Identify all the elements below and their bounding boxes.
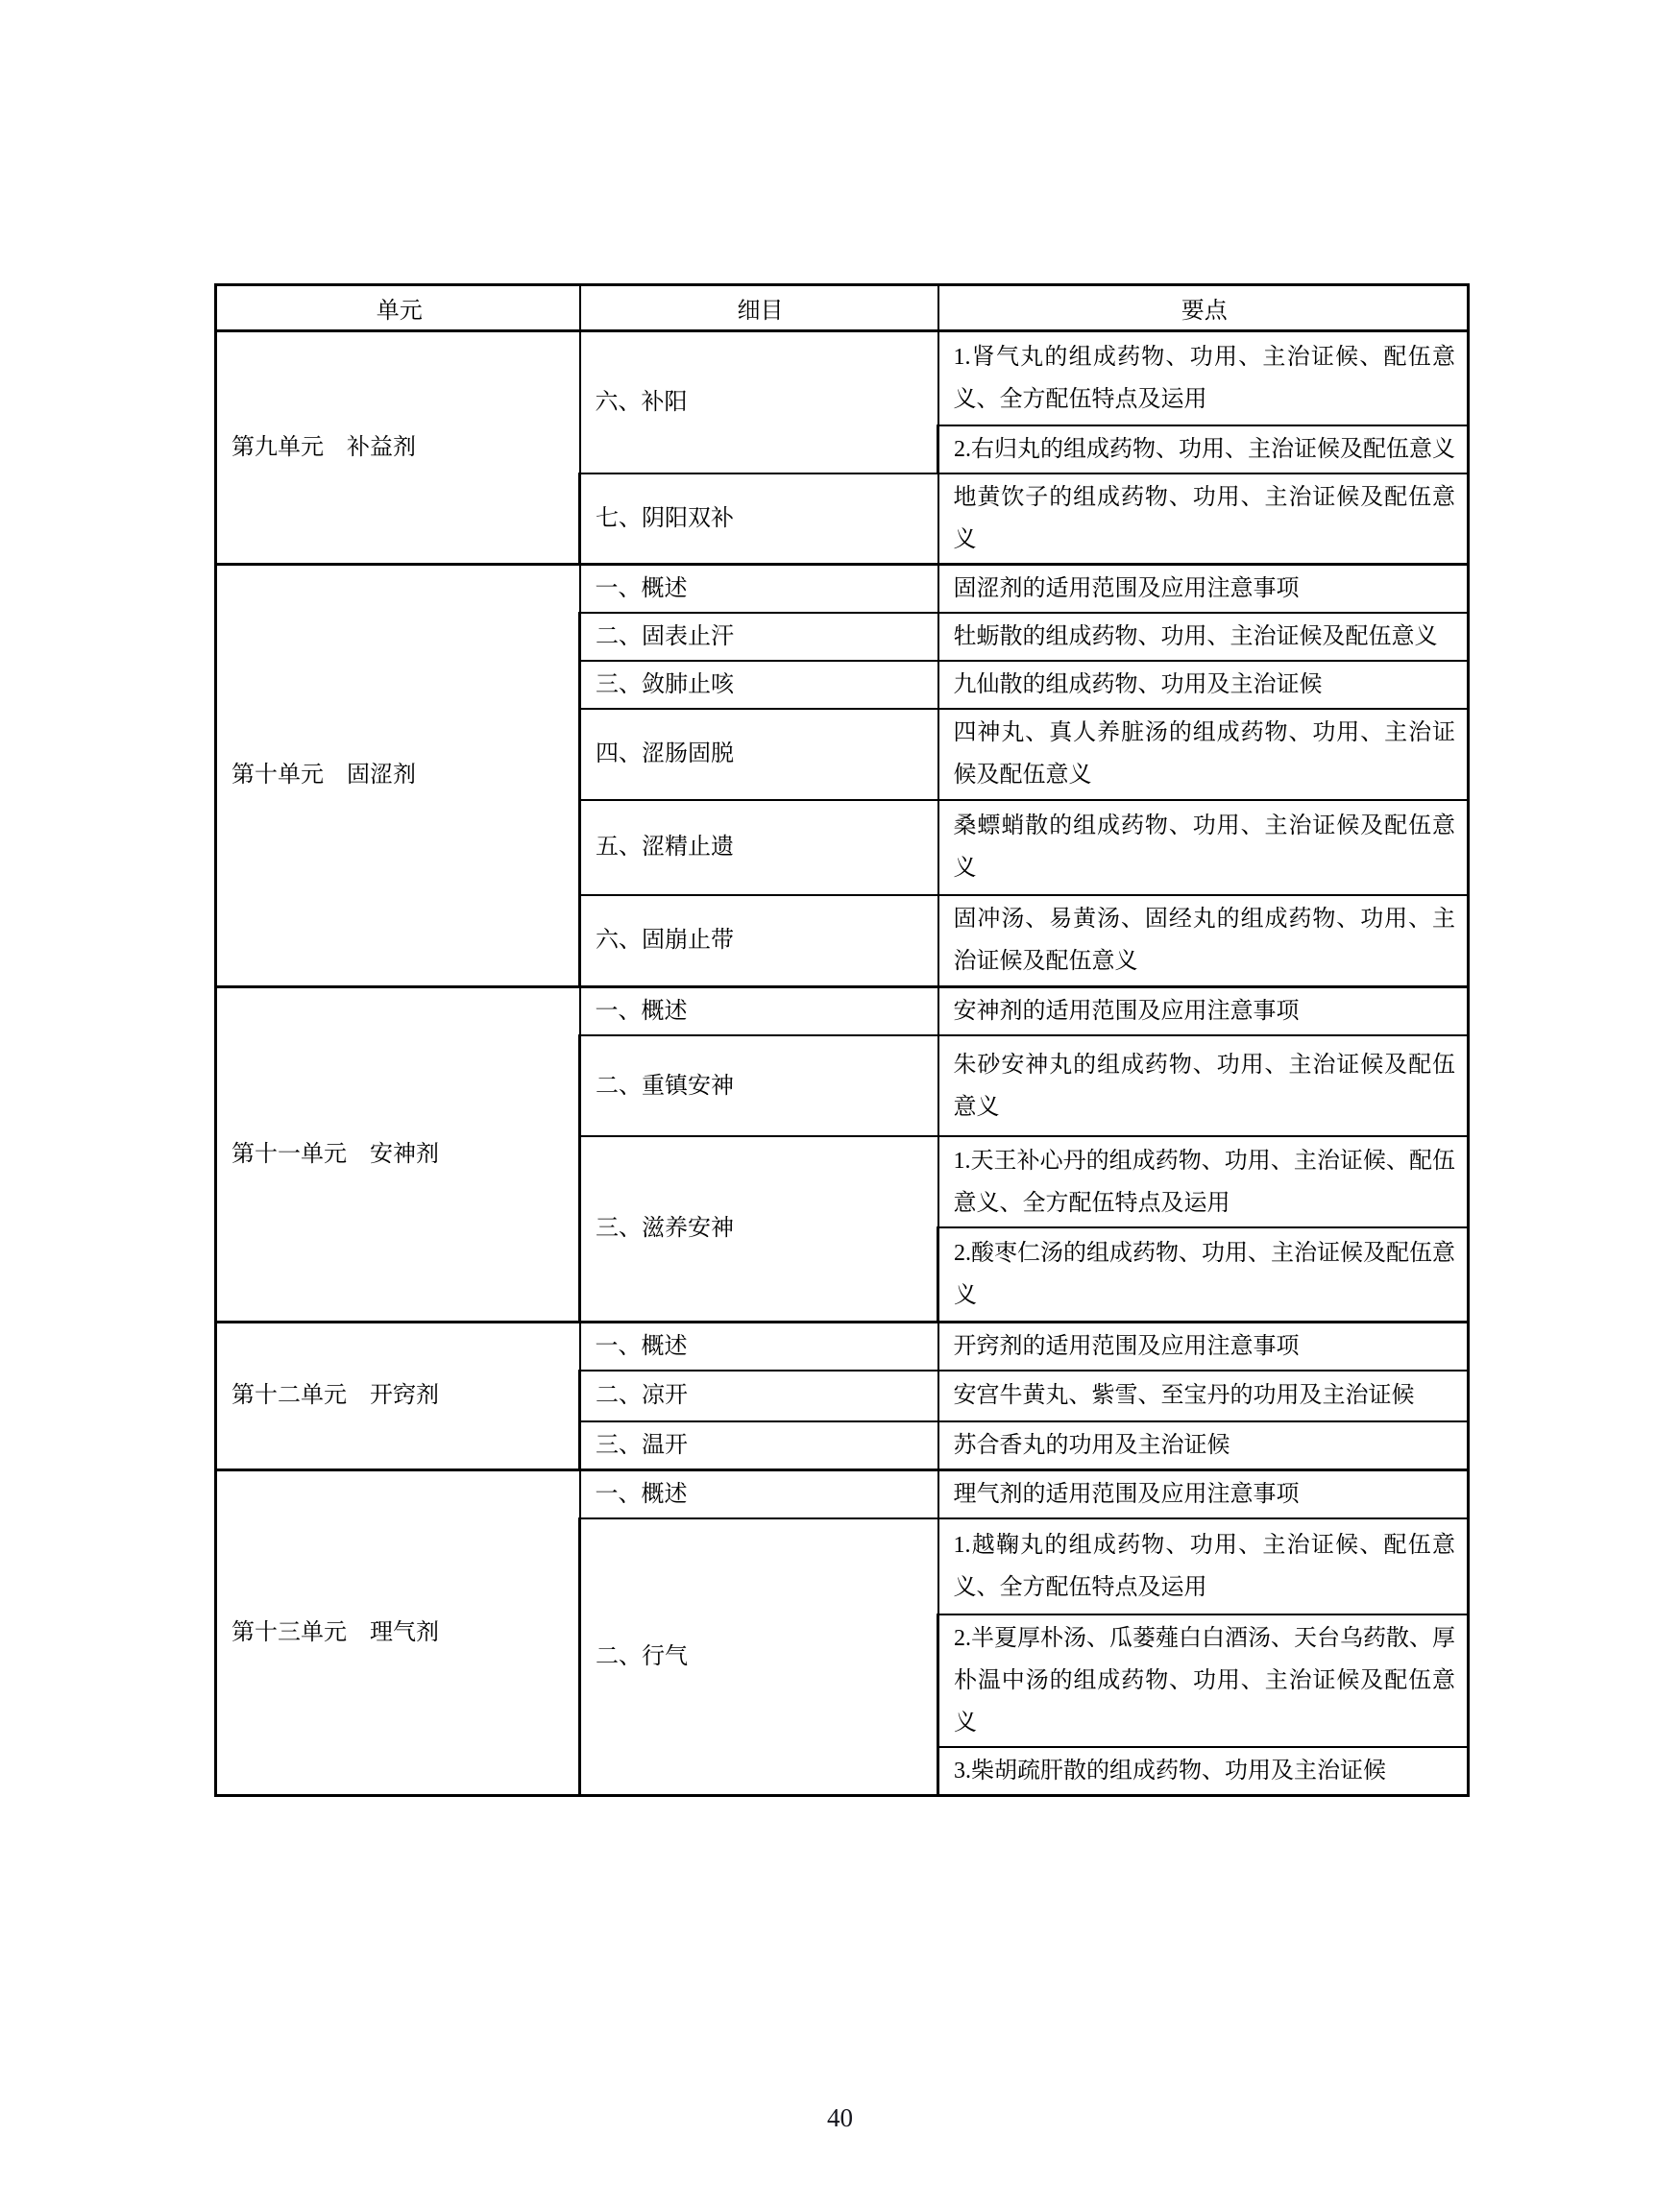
detail-cell: 一、概述	[580, 1322, 938, 1371]
syllabus-table	[214, 283, 1470, 1797]
detail-cell: 一、概述	[580, 564, 938, 613]
point-cell: 桑螵蛸散的组成药物、功用、主治证候及配伍意义	[938, 800, 1469, 895]
detail-cell: 二、凉开	[580, 1371, 938, 1421]
point-cell: 安神剂的适用范围及应用注意事项	[938, 987, 1469, 1036]
point-cell: 九仙散的组成药物、功用及主治证候	[938, 661, 1469, 709]
point-cell: 固冲汤、易黄汤、固经丸的组成药物、功用、主治证候及配伍意义	[938, 895, 1469, 987]
point-cell: 1.越鞠丸的组成药物、功用、主治证候、配伍意义、全方配伍特点及运用	[938, 1518, 1469, 1614]
point-cell: 安宫牛黄丸、紫雪、至宝丹的功用及主治证候	[938, 1371, 1469, 1421]
header-points: 要点	[938, 285, 1469, 331]
detail-cell: 一、概述	[580, 987, 938, 1036]
detail-cell: 七、阴阳双补	[580, 473, 938, 565]
header-unit: 单元	[216, 285, 580, 331]
point-cell: 开窍剂的适用范围及应用注意事项	[938, 1322, 1469, 1371]
point-cell: 1.肾气丸的组成药物、功用、主治证候、配伍意义、全方配伍特点及运用	[938, 331, 1469, 425]
point-cell: 固涩剂的适用范围及应用注意事项	[938, 564, 1469, 613]
detail-cell: 一、概述	[580, 1469, 938, 1518]
unit-cell: 第十一单元 安神剂	[216, 987, 580, 1323]
detail-cell: 三、滋养安神	[580, 1136, 938, 1322]
point-cell: 2.半夏厚朴汤、瓜蒌薤白白酒汤、天台乌药散、厚朴温中汤的组成药物、功用、主治证候及配伍意义	[938, 1614, 1469, 1747]
detail-cell: 三、敛肺止咳	[580, 661, 938, 709]
detail-cell: 六、补阳	[580, 331, 938, 473]
point-cell: 朱砂安神丸的组成药物、功用、主治证候及配伍意义	[938, 1035, 1469, 1136]
detail-cell: 二、行气	[580, 1518, 938, 1796]
point-cell: 3.柴胡疏肝散的组成药物、功用及主治证候	[938, 1747, 1469, 1796]
unit-cell: 第十三单元 理气剂	[216, 1469, 580, 1795]
detail-cell: 四、涩肠固脱	[580, 709, 938, 800]
unit-cell: 第十单元 固涩剂	[216, 564, 580, 987]
point-cell: 苏合香丸的功用及主治证候	[938, 1421, 1469, 1470]
point-cell: 2.右归丸的组成药物、功用、主治证候及配伍意义	[938, 425, 1469, 473]
header-detail: 细目	[580, 285, 938, 331]
point-cell: 牡蛎散的组成药物、功用、主治证候及配伍意义	[938, 613, 1469, 661]
unit-cell: 第十二单元 开窍剂	[216, 1322, 580, 1469]
detail-cell: 五、涩精止遗	[580, 800, 938, 895]
page-number: 40	[827, 2103, 853, 2132]
point-cell: 地黄饮子的组成药物、功用、主治证候及配伍意义	[938, 473, 1469, 565]
detail-cell: 二、重镇安神	[580, 1035, 938, 1136]
detail-cell: 六、固崩止带	[580, 895, 938, 987]
detail-cell: 二、固表止汗	[580, 613, 938, 661]
detail-cell: 三、温开	[580, 1421, 938, 1470]
unit-cell: 第九单元 补益剂	[216, 331, 580, 565]
point-cell: 四神丸、真人养脏汤的组成药物、功用、主治证候及配伍意义	[938, 709, 1469, 800]
point-cell: 2.酸枣仁汤的组成药物、功用、主治证候及配伍意义	[938, 1227, 1469, 1322]
point-cell: 1.天王补心丹的组成药物、功用、主治证候、配伍意义、全方配伍特点及运用	[938, 1136, 1469, 1227]
point-cell: 理气剂的适用范围及应用注意事项	[938, 1469, 1469, 1518]
